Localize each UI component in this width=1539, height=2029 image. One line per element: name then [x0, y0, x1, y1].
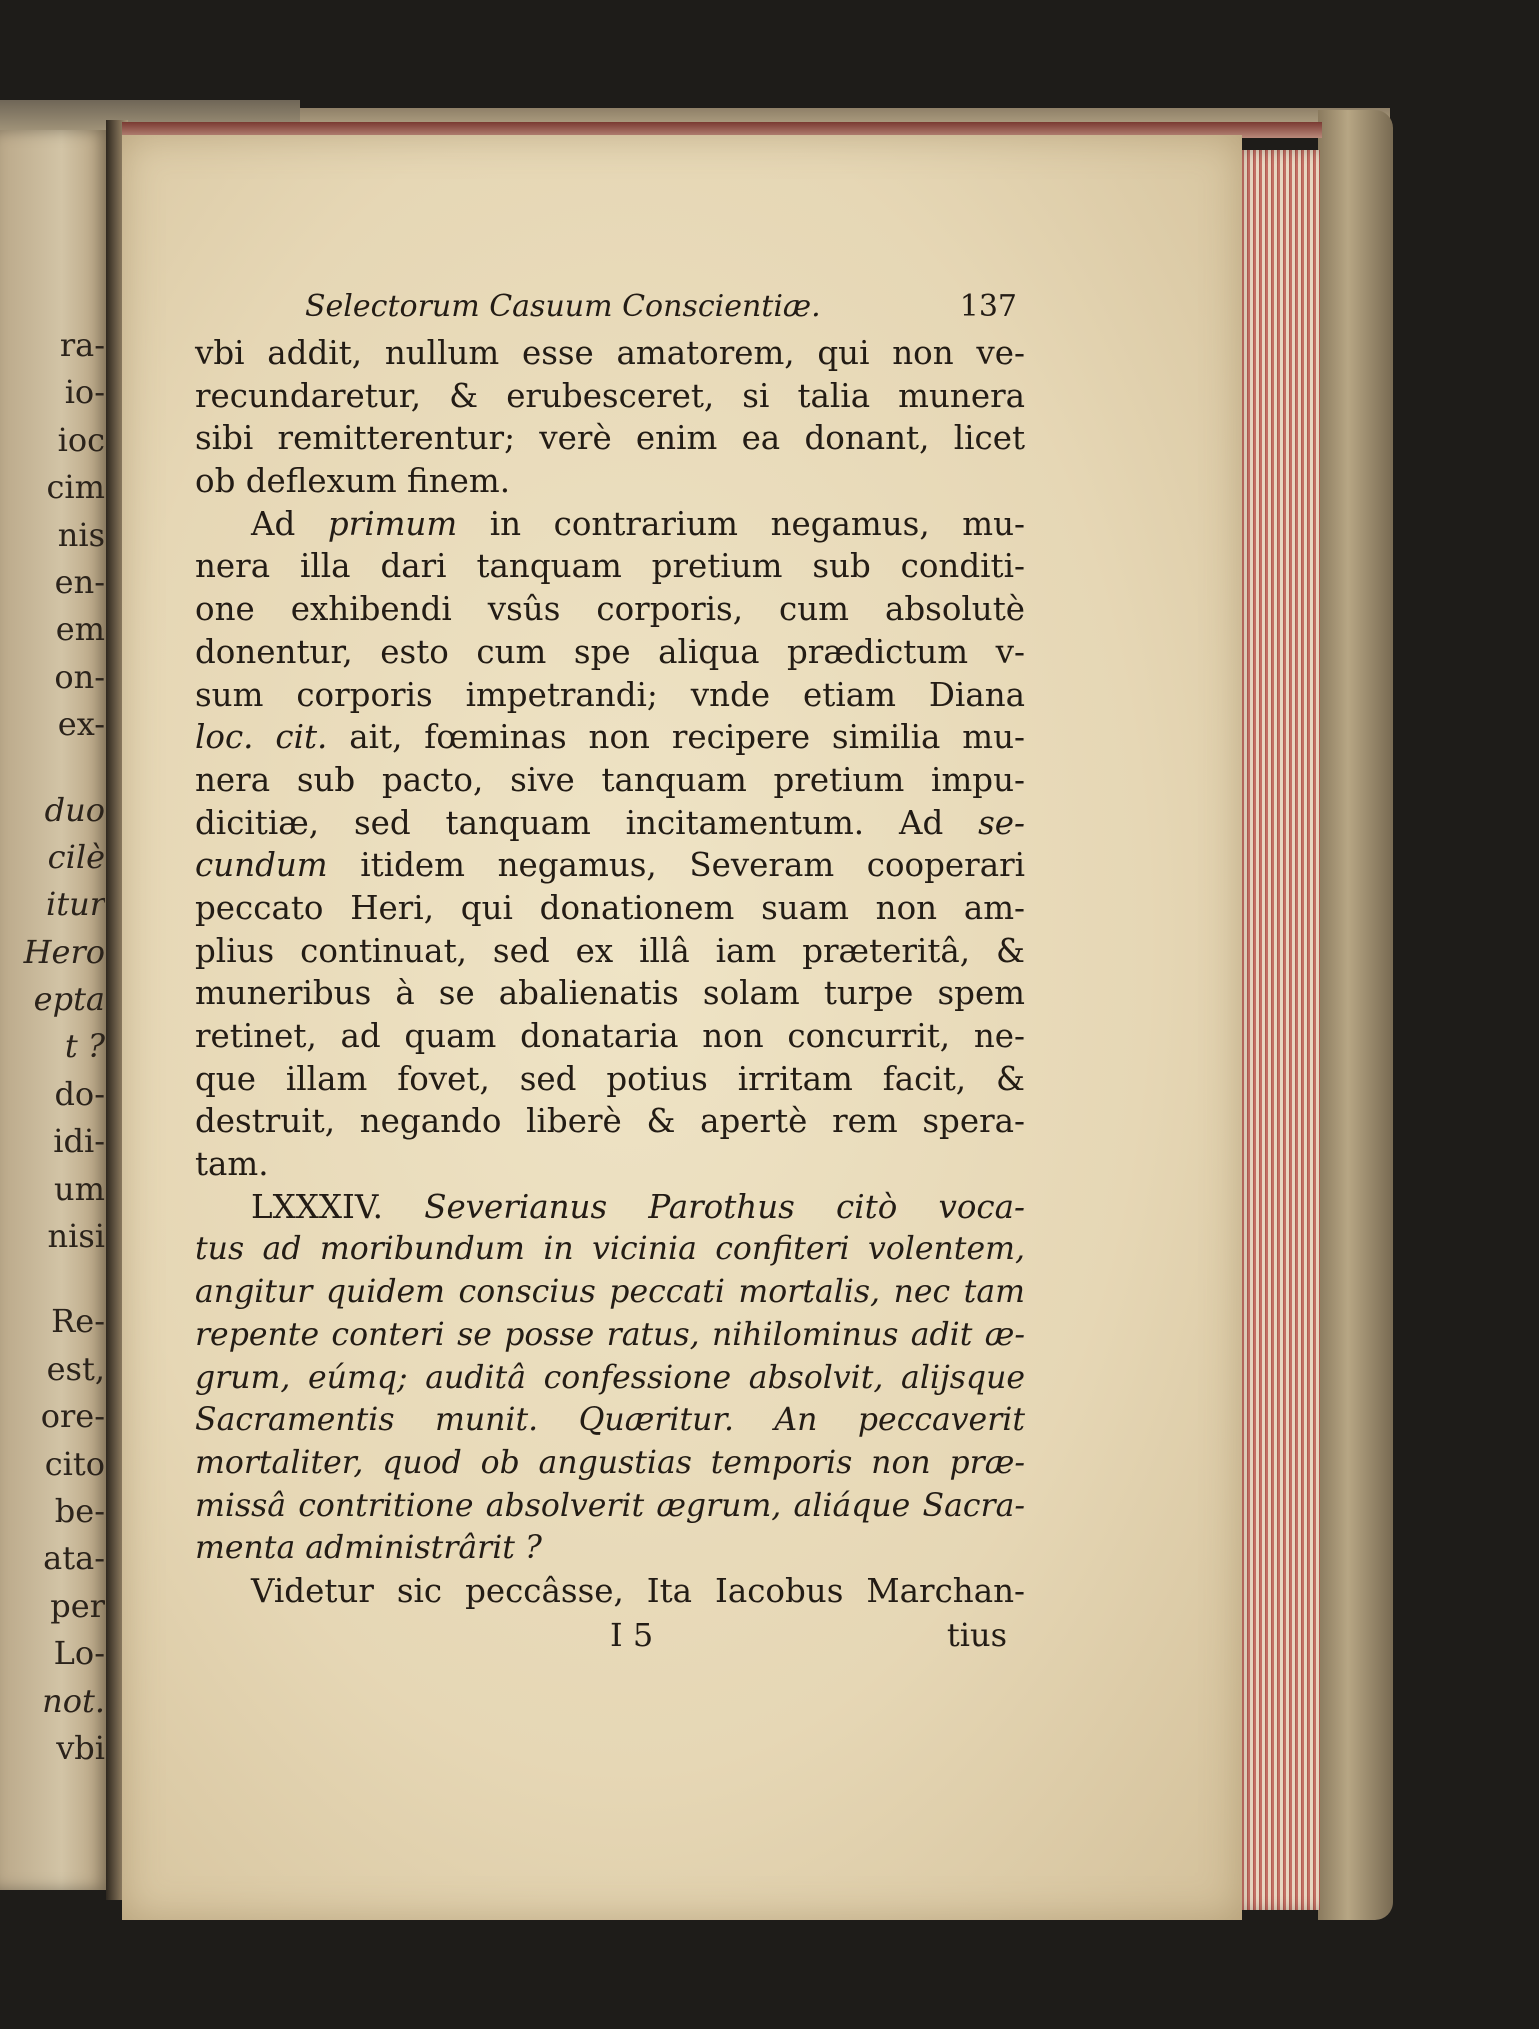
- case-text-line: tus ad moribundum in vicinia confiteri volentem,: [195, 1231, 1025, 1268]
- page-number: 137: [959, 289, 1017, 324]
- case-text-line: repente conteri se posse ratus, nihilominus adit æ-: [195, 1316, 1025, 1353]
- text-line: nera illa dari tanquam pretium sub conditi-: [195, 547, 1025, 586]
- left-fragment: cim: [46, 468, 105, 507]
- case-text-line: missâ contritione absolverit ægrum, aliáque Sacra-: [195, 1487, 1025, 1524]
- case-text-line: menta administrârit ?: [195, 1530, 542, 1567]
- italic-run: cundum: [195, 846, 328, 885]
- left-fragment: nisi: [47, 1217, 105, 1256]
- text-line: que illam fovet, sed potius irritam facit, &: [195, 1059, 1025, 1098]
- italic-run: se-: [978, 803, 1025, 842]
- text-line: vbi addit, nullum esse amatorem, qui non ve-: [195, 334, 1025, 372]
- left-fragment: idi-: [53, 1122, 105, 1161]
- case-text-line: mortaliter, quod ob angustias temporis non præ-: [195, 1444, 1025, 1481]
- left-fragment: be-: [54, 1491, 105, 1530]
- left-fragment: itur: [46, 885, 105, 924]
- text-line: [195, 716, 1025, 759]
- left-fragment: ata-: [43, 1539, 105, 1578]
- italic-run: loc. cit.: [195, 718, 328, 757]
- left-fragment: cito: [44, 1444, 105, 1483]
- text-line: [195, 503, 1025, 546]
- left-fragment: ioc: [57, 420, 105, 459]
- left-fragment: ex-: [57, 705, 105, 744]
- page-footer: [195, 1613, 1025, 1657]
- text-line: peccato Heri, qui donationem suam non am-: [195, 888, 1025, 927]
- left-fragment: t ?: [64, 1027, 105, 1066]
- text-run: Ad: [251, 504, 328, 543]
- left-fragment: nis: [57, 515, 105, 554]
- left-fragment: em: [55, 610, 105, 649]
- page-edges-red: [1230, 150, 1320, 1910]
- case-text-line: Sacramentis munit. Quæritur. An peccaverit: [195, 1402, 1025, 1439]
- left-fragment: est,: [46, 1349, 105, 1388]
- signature-mark: I 5: [610, 1615, 654, 1654]
- left-fragment: Lo-: [53, 1634, 105, 1673]
- left-fragment: per: [50, 1586, 105, 1625]
- text-line: plius continuat, sed ex illâ iam præteritâ, &: [195, 931, 1025, 970]
- left-fragment: en-: [54, 562, 105, 601]
- left-fragment: Re-: [51, 1302, 105, 1341]
- left-fragment: on-: [54, 657, 105, 696]
- cover-right-edge: [1318, 110, 1393, 1920]
- italic-run: primum: [327, 504, 458, 543]
- italic-run: Severianus Parothus citò voca-: [424, 1187, 1025, 1226]
- text-line: destruit, negando liberè & apertè rem spera-: [195, 1102, 1025, 1141]
- left-fragment: um: [54, 1169, 105, 1208]
- text-line: nera sub pacto, sive tanquam pretium impu-: [195, 760, 1025, 799]
- text-line: tam.: [195, 1145, 269, 1184]
- text-line: [195, 802, 1025, 845]
- text-run: itidem negamus, Severam cooperari: [327, 846, 1025, 885]
- left-fragment: not.: [42, 1681, 105, 1720]
- left-fragment: ra-: [59, 326, 105, 364]
- text-line: retinet, ad quam donataria non concurrit, ne-: [195, 1017, 1025, 1055]
- left-fragment: duo: [44, 790, 105, 829]
- text-line: sum corporis impetrandi; vnde etiam Diana: [195, 675, 1025, 714]
- case-text-line: grum, eúmq; auditâ confessione absolvit, alijsque: [195, 1359, 1025, 1396]
- left-fragment: vbi: [56, 1728, 105, 1767]
- text-run: ait, fœminas non recipere similia mu-: [327, 718, 1026, 757]
- case-number: LXXXIV.: [251, 1187, 383, 1226]
- left-fragment: epta: [33, 980, 105, 1019]
- catchword: tius: [946, 1615, 1007, 1654]
- right-page-text: [195, 282, 1025, 1657]
- text-line: one exhibendi vsûs corporis, cum absolutè: [195, 590, 1025, 629]
- text-line: Videtur sic peccâsse, Ita Iacobus Marchan-: [251, 1571, 1025, 1610]
- text-line: ob deflexum finem.: [195, 462, 511, 501]
- case-heading-line: [195, 1186, 1025, 1229]
- case-text-line: angitur quidem conscius peccati mortalis, nec tam: [195, 1274, 1025, 1311]
- text-run: dicitiæ, sed tanquam incitamentum. Ad: [195, 803, 979, 842]
- left-fragment: cilè: [47, 837, 105, 876]
- text-line: recundaretur, & erubesceret, si talia munera: [195, 376, 1025, 415]
- left-fragment-gap: [0, 749, 105, 787]
- text-line: donentur, esto cum spe aliqua prædictum v-: [195, 632, 1025, 671]
- text-line: [195, 844, 1025, 887]
- text-run: in contrarium negamus, mu-: [457, 504, 1025, 543]
- left-fragment: ore-: [40, 1397, 105, 1436]
- page-header: [195, 282, 1025, 332]
- left-page-text-fragments: [0, 322, 105, 1772]
- left-fragment: Hero: [23, 932, 105, 971]
- running-head: Selectorum Casuum Conscientiæ.: [305, 289, 821, 324]
- left-fragment-gap: [0, 1260, 105, 1298]
- text-line: muneribus à se abalienatis solam turpe spem: [195, 974, 1025, 1013]
- left-fragment: do-: [54, 1074, 105, 1113]
- text-line: sibi remitterentur; verè enim ea donant, licet: [195, 419, 1025, 458]
- left-fragment: io-: [64, 373, 105, 412]
